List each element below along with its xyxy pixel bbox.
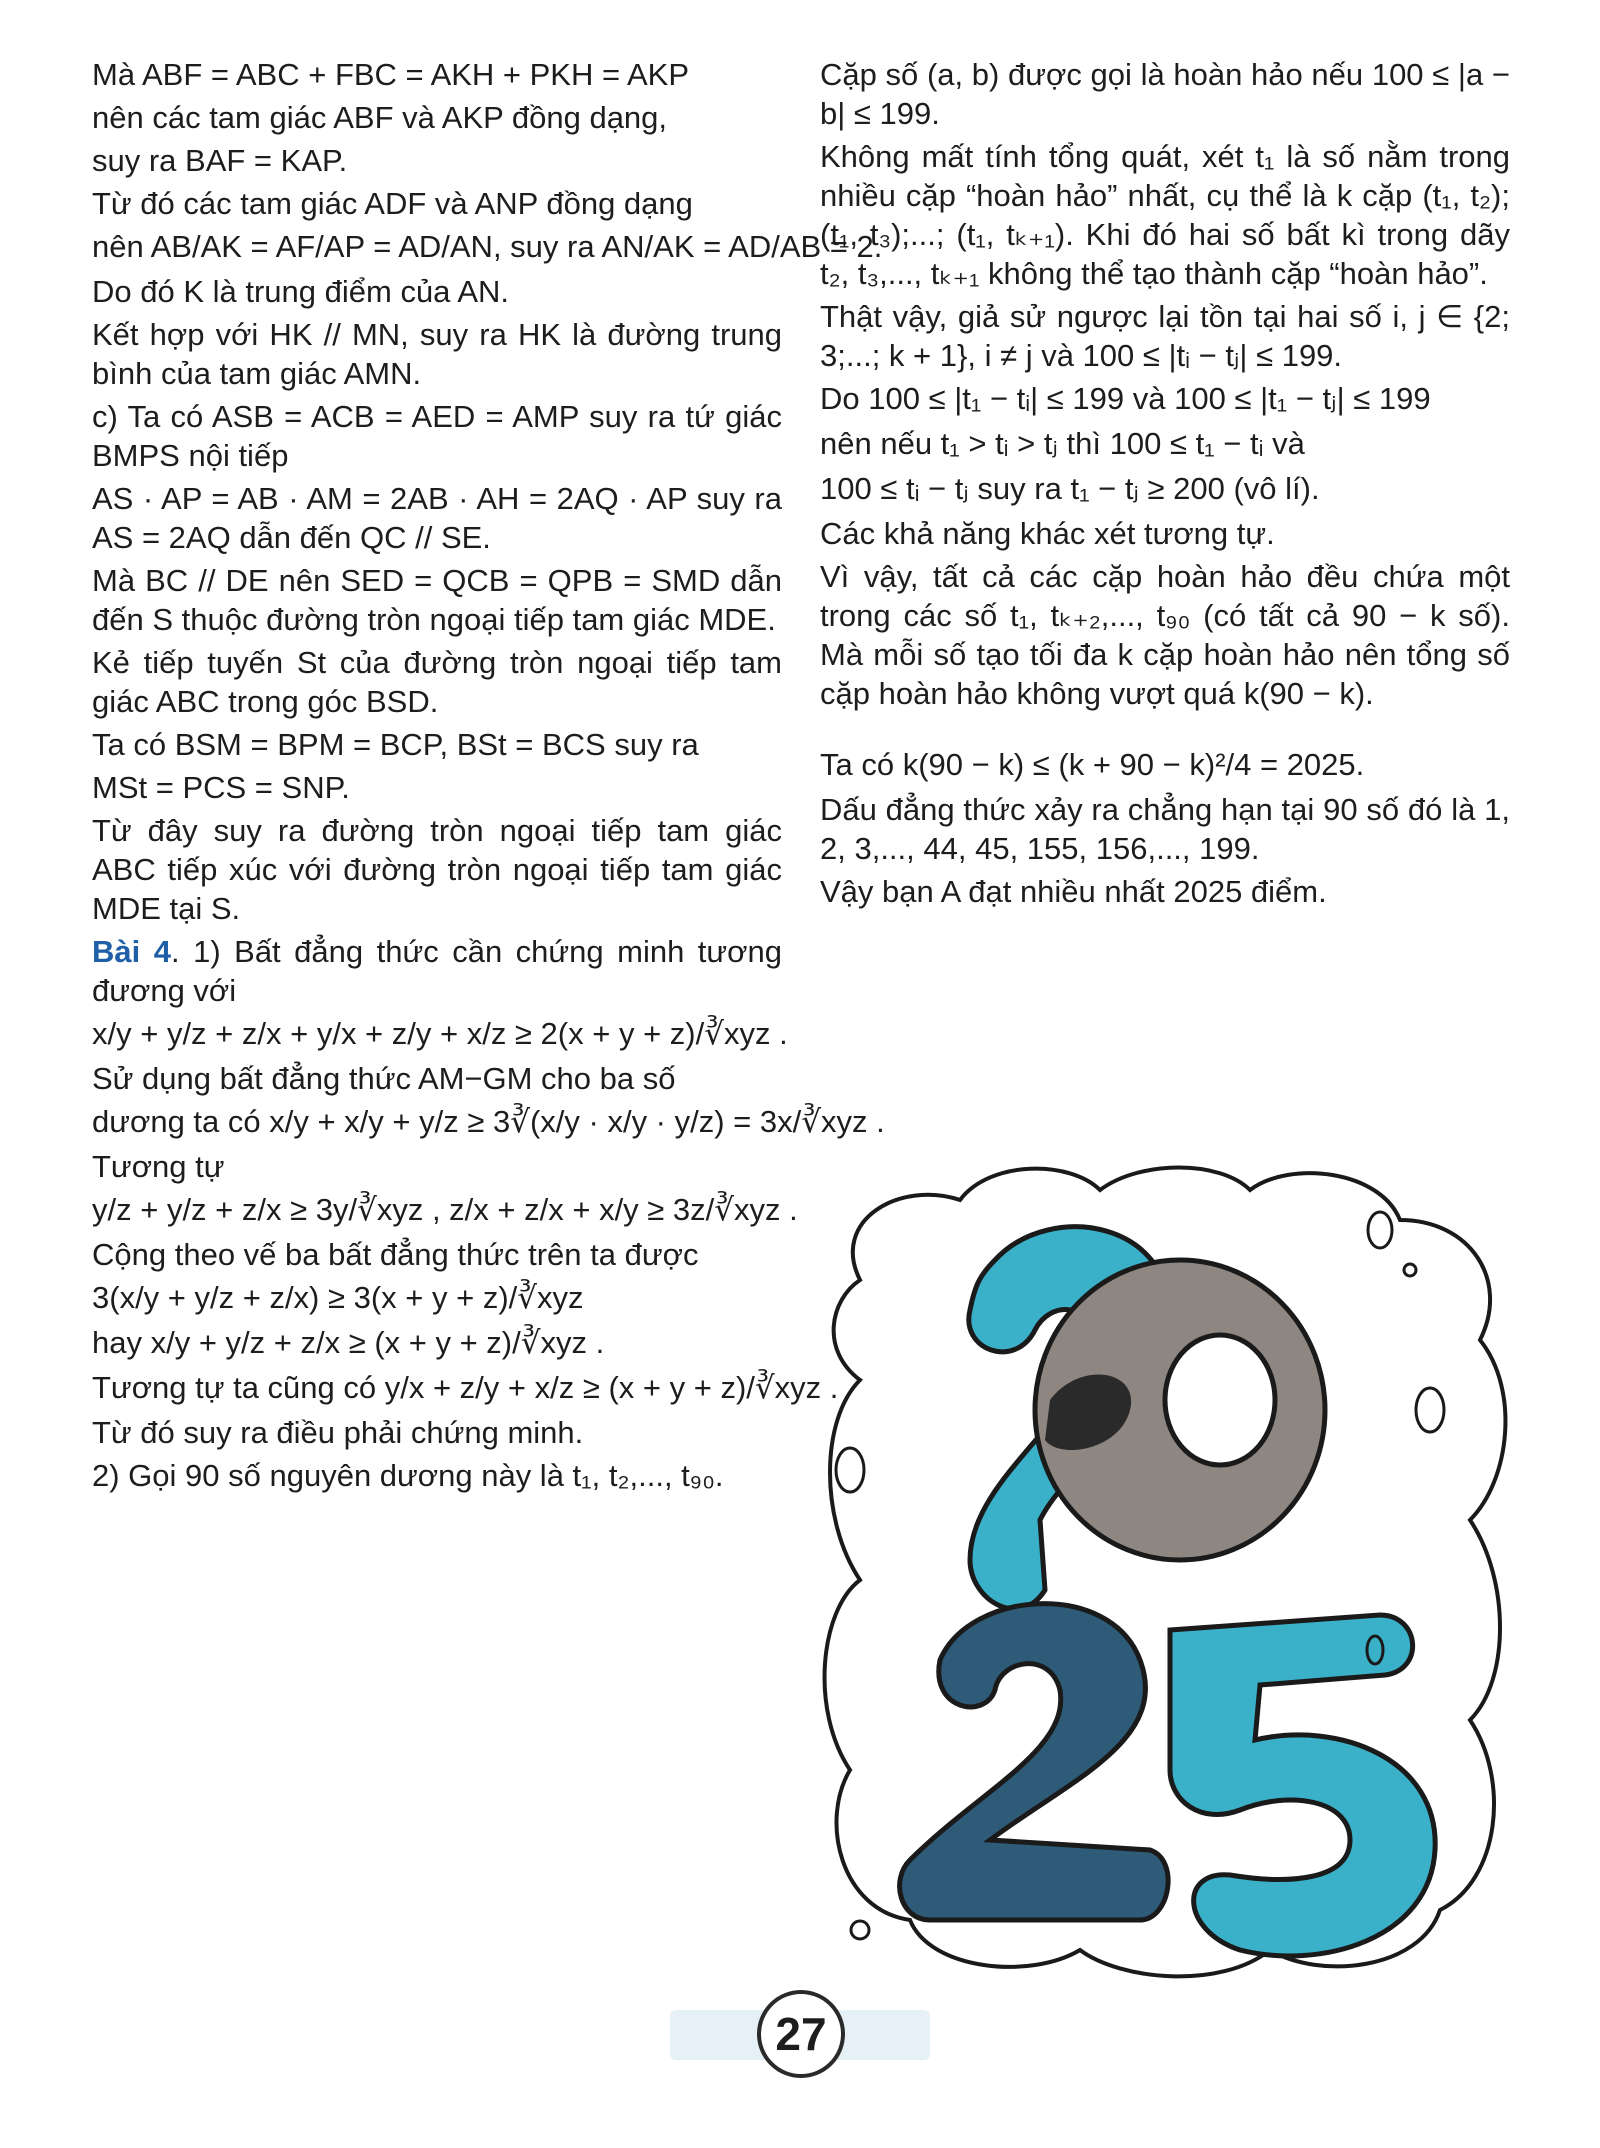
- paragraph: Cặp số (a, b) được gọi là hoàn hảo nếu 100 ≤ |a − b| ≤ 199.: [820, 57, 1510, 131]
- paragraph: Mà BC // DE nên SED = QCB = QPB = SMD dẫn đến S thuộc đường tròn ngoại tiếp tam giác MDE.: [92, 563, 782, 637]
- paragraph: Dấu đẳng thức xảy ra chẳng hạn tại 90 số đó là 1, 2, 3,..., 44, 45, 155, 156,..., 199.: [820, 792, 1510, 866]
- paragraph: AS · AP = AB · AM = 2AB · AH = 2AQ · AP suy ra AS = 2AQ dẫn đến QC // SE.: [92, 481, 782, 555]
- paragraph: Ta có BSM = BPM = BCP, BSt = BCS suy ra: [92, 727, 699, 762]
- paragraph: Vì vậy, tất cả các cặp hoàn hảo đều chứa một trong các số t₁, tₖ₊₂,..., t₉₀ (có tất cả 90 − k số). Mà mỗi số tạo tối đa k cặp hoàn hảo nên tổng số cặp hoàn hảo không vượt quá k(90 − k).: [820, 559, 1510, 711]
- year-2025-illustration: [820, 1160, 1510, 1980]
- paragraph: Các khả năng khác xét tương tự.: [820, 516, 1275, 551]
- paragraph: Từ đó các tam giác ADF và ANP đồng dạng: [92, 186, 693, 221]
- paragraph: Cộng theo vế ba bất đẳng thức trên ta được: [92, 1237, 699, 1272]
- paragraph: c) Ta có ASB = ACB = AED = AMP suy ra tứ giác BMPS nội tiếp: [92, 399, 782, 473]
- paragraph: Mà ABF = ABC + FBC = AKH + PKH = AKP: [92, 57, 690, 92]
- equation: dương ta có x/y + x/y + y/z ≥ 3∛(x/y · x/y · y/z) = 3x/∛xyz .: [92, 1104, 885, 1139]
- right-column: [820, 55, 1510, 915]
- paragraph: Từ đây suy ra đường tròn ngoại tiếp tam giác ABC tiếp xúc với đường tròn ngoại tiếp tam giác MDE tại S.: [92, 813, 782, 926]
- page-number: 27: [757, 1990, 845, 2078]
- paragraph: Do đó K là trung điểm của AN.: [92, 274, 510, 309]
- digit-2-bottom: [900, 1604, 1169, 1920]
- paragraph: 2) Gọi 90 số nguyên dương này là t₁, t₂,..., t₉₀.: [92, 1458, 724, 1493]
- bubble: [1404, 1264, 1416, 1276]
- year-2025-svg: [820, 1160, 1510, 1980]
- bai4-intro: . 1) Bất đẳng thức cần chứng minh tương đương với: [92, 934, 782, 1008]
- digit-5: [1170, 1615, 1435, 1956]
- spacer: [820, 717, 1510, 743]
- paragraph: Không mất tính tổng quát, xét t₁ là số nằm trong nhiều cặp “hoàn hảo” nhất, cụ thể là k cặp (t₁, t₂); (t₁, t₃);...; (t₁, tₖ₊₁). Khi đó hai số bất kì trong dãy t₂, t₃,..., tₖ₊₁ không thể tạo thành cặp “hoàn hảo”.: [820, 139, 1510, 291]
- equation: 100 ≤ tᵢ − tⱼ suy ra t₁ − tⱼ ≥ 200 (vô lí).: [820, 471, 1320, 506]
- left-column: [92, 55, 885, 1499]
- paragraph: Kết hợp với HK // MN, suy ra HK là đường trung bình của tam giác AMN.: [92, 317, 782, 391]
- equation: Do 100 ≤ |t₁ − tᵢ| ≤ 199 và 100 ≤ |t₁ − tⱼ| ≤ 199: [820, 381, 1431, 416]
- equation: nên AB/AK = AF/AP = AD/AN, suy ra AN/AK = AD/AB = 2.: [92, 229, 883, 264]
- bai4-heading: [92, 932, 782, 1010]
- equation: x/y + y/z + z/x + y/x + z/y + x/z ≥ 2(x + y + z)/∛xyz .: [92, 1016, 788, 1051]
- paragraph: nên các tam giác ABF và AKP đồng dạng,: [92, 100, 668, 135]
- bubble: [1416, 1388, 1444, 1432]
- bai4-label: Bài 4: [92, 934, 171, 969]
- bubble: [1368, 1212, 1392, 1248]
- paragraph: suy ra BAF = KAP.: [92, 143, 348, 178]
- bubble: [836, 1448, 864, 1492]
- paragraph: Vậy bạn A đạt nhiều nhất 2025 điểm.: [820, 874, 1327, 909]
- paragraph: Sử dụng bất đẳng thức AM−GM cho ba số: [92, 1061, 676, 1096]
- equation: hay x/y + y/z + z/x ≥ (x + y + z)/∛xyz .: [92, 1325, 605, 1360]
- paragraph: Từ đó suy ra điều phải chứng minh.: [92, 1415, 584, 1450]
- paragraph: Thật vậy, giả sử ngược lại tồn tại hai số i, j ∈ {2; 3;...; k + 1}, i ≠ j và 100 ≤ |tᵢ − tⱼ| ≤ 199.: [820, 299, 1510, 373]
- equation: y/z + y/z + z/x ≥ 3y/∛xyz , z/x + z/x + x/y ≥ 3z/∛xyz .: [92, 1192, 798, 1227]
- bubble: [851, 1921, 869, 1939]
- digit-0-hole: [1165, 1335, 1275, 1465]
- equation: Ta có k(90 − k) ≤ (k + 90 − k)²/4 = 2025.: [820, 747, 1365, 782]
- paragraph: MSt = PCS = SNP.: [92, 770, 350, 805]
- equation: Tương tự ta cũng có y/x + z/y + x/z ≥ (x + y + z)/∛xyz .: [92, 1370, 839, 1405]
- equation: nên nếu t₁ > tᵢ > tⱼ thì 100 ≤ t₁ − tᵢ và: [820, 426, 1305, 461]
- paragraph: Tương tự: [92, 1149, 225, 1184]
- equation: 3(x/y + y/z + z/x) ≥ 3(x + y + z)/∛xyz: [92, 1280, 584, 1315]
- paragraph: Kẻ tiếp tuyến St của đường tròn ngoại tiếp tam giác ABC trong góc BSD.: [92, 645, 782, 719]
